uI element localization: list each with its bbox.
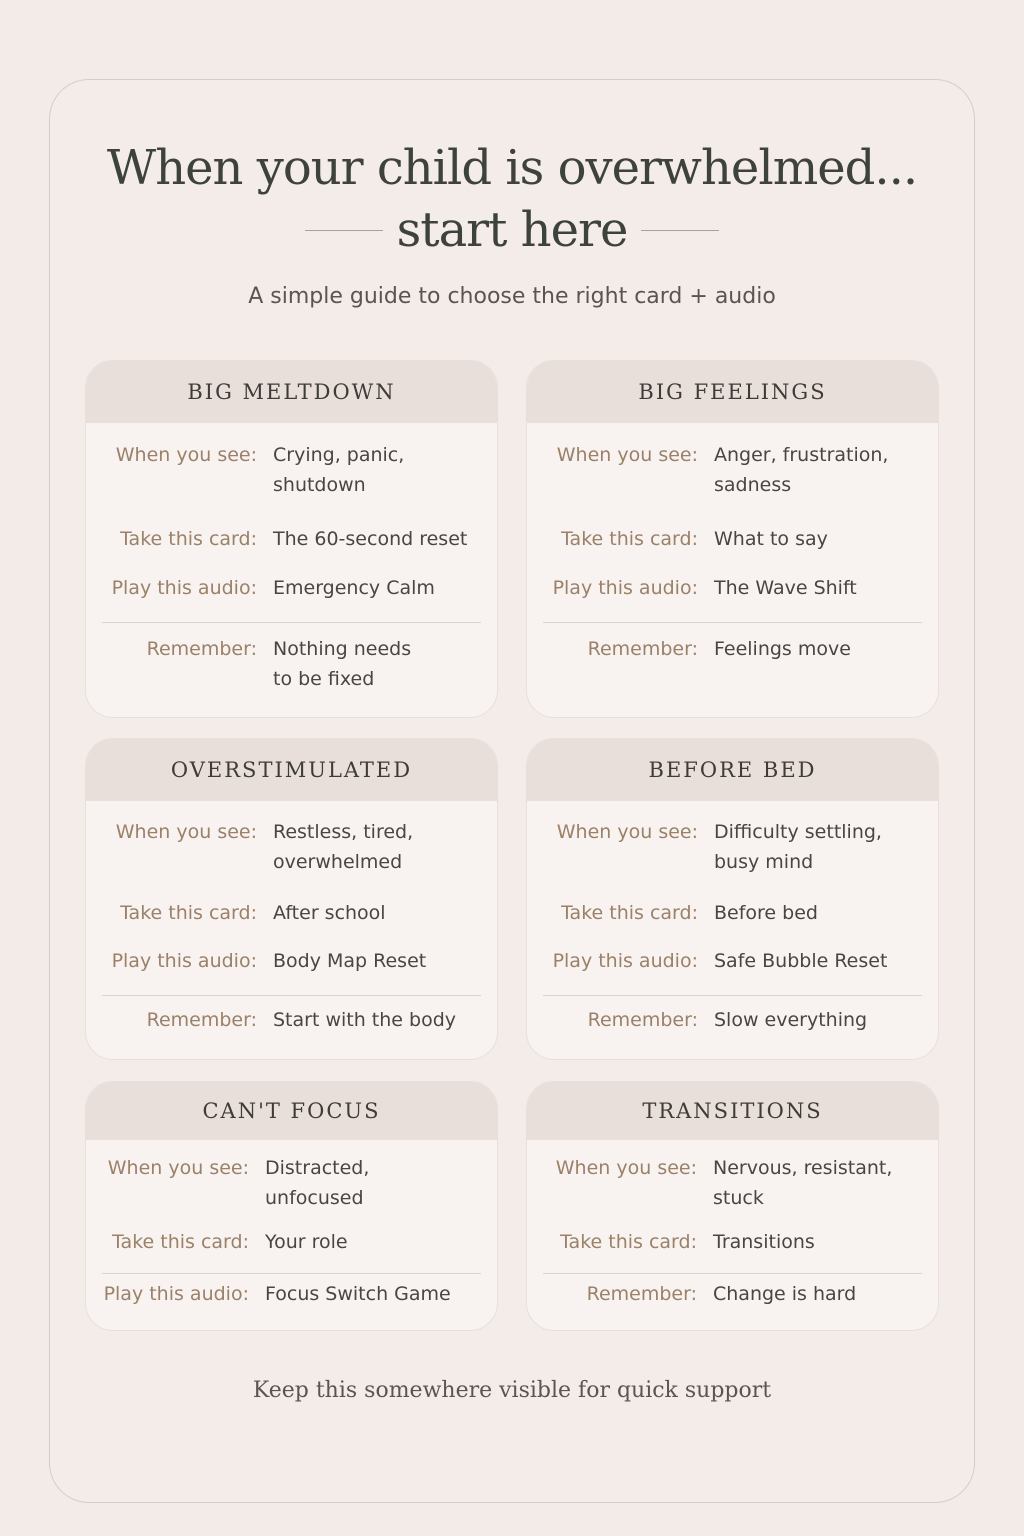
row-take-this-card (86, 1227, 497, 1257)
row-take-this-card (527, 524, 938, 554)
value-take-this-card: What to say (714, 528, 828, 550)
card-big-meltdown (85, 360, 498, 718)
label-remember: Remember: (146, 638, 257, 660)
row-play-this-audio (86, 1279, 497, 1309)
row-play-this-audio (86, 573, 497, 603)
value-play-this-audio: Focus Switch Game (265, 1283, 451, 1305)
value-remember: Nothing needs to be fixed (273, 638, 412, 690)
label-play-this-audio: Play this audio: (111, 577, 257, 599)
row-remember (86, 1005, 497, 1035)
row-take-this-card (527, 1227, 938, 1257)
row-when-you-see (527, 1153, 938, 1213)
card-title: CAN'T FOCUS (86, 1082, 497, 1140)
card-divider (102, 1273, 481, 1274)
card-title: BIG MELTDOWN (86, 361, 497, 423)
title-rule-right (641, 230, 719, 231)
row-when-you-see (527, 817, 938, 877)
footer-note: Keep this somewhere visible for quick support (252, 1378, 772, 1403)
label-remember: Remember: (587, 1009, 698, 1031)
label-play-this-audio: Play this audio: (111, 950, 257, 972)
value-play-this-audio: Emergency Calm (273, 577, 435, 599)
label-play-this-audio: Play this audio: (552, 577, 698, 599)
value-take-this-card: The 60-second reset (273, 528, 468, 550)
card-divider (543, 622, 922, 623)
label-take-this-card: Take this card: (560, 1231, 697, 1253)
row-when-you-see (86, 817, 497, 877)
label-when-you-see: When you see: (115, 444, 257, 466)
row-remember (527, 1005, 938, 1035)
row-when-you-see (527, 440, 938, 500)
label-play-this-audio: Play this audio: (552, 950, 698, 972)
card-cant-focus (85, 1081, 498, 1331)
label-when-you-see: When you see: (107, 1157, 249, 1179)
label-remember: Remember: (146, 1009, 257, 1031)
card-title: BEFORE BED (527, 739, 938, 801)
row-remember (527, 634, 938, 664)
title-row (0, 202, 1024, 258)
value-remember: Change is hard (713, 1283, 857, 1305)
value-when-you-see: Nervous, resistant, stuck (713, 1157, 893, 1209)
title-rule-left (305, 230, 383, 231)
card-overstimulated (85, 738, 498, 1060)
label-remember: Remember: (587, 638, 698, 660)
value-play-this-audio: Safe Bubble Reset (714, 950, 888, 972)
card-big-feelings (526, 360, 939, 718)
card-divider (543, 995, 922, 996)
card-divider (543, 1273, 922, 1274)
page-title: When your child is overwhelmed... (106, 140, 918, 196)
row-when-you-see (86, 440, 497, 500)
card-divider (102, 995, 481, 996)
label-take-this-card: Take this card: (561, 902, 698, 924)
label-take-this-card: Take this card: (120, 902, 257, 924)
label-when-you-see: When you see: (115, 821, 257, 843)
label-when-you-see: When you see: (556, 821, 698, 843)
label-take-this-card: Take this card: (561, 528, 698, 550)
card-divider (102, 622, 481, 623)
page-title-line2: start here (396, 202, 628, 258)
value-when-you-see: Anger, frustration, sadness (714, 444, 889, 496)
card-title: TRANSITIONS (527, 1082, 938, 1140)
value-when-you-see: Restless, tired, overwhelmed (273, 821, 414, 873)
row-play-this-audio (527, 573, 938, 603)
row-remember (86, 634, 497, 694)
label-when-you-see: When you see: (556, 444, 698, 466)
value-take-this-card: Your role (265, 1231, 348, 1253)
row-remember (527, 1279, 938, 1309)
card-title: BIG FEELINGS (527, 361, 938, 423)
row-play-this-audio (527, 946, 938, 976)
value-remember: Slow everything (714, 1009, 868, 1031)
label-play-this-audio: Play this audio: (103, 1283, 249, 1305)
value-when-you-see: Crying, panic, shutdown (273, 444, 405, 496)
value-take-this-card: Transitions (713, 1231, 815, 1253)
label-remember: Remember: (586, 1283, 697, 1305)
value-take-this-card: Before bed (714, 902, 818, 924)
row-take-this-card (527, 898, 938, 928)
label-when-you-see: When you see: (555, 1157, 697, 1179)
value-take-this-card: After school (273, 902, 386, 924)
row-take-this-card (86, 524, 497, 554)
card-title: OVERSTIMULATED (86, 739, 497, 801)
value-play-this-audio: The Wave Shift (714, 577, 857, 599)
value-when-you-see: Distracted, unfocused (265, 1157, 370, 1209)
card-before-bed (526, 738, 939, 1060)
row-play-this-audio (86, 946, 497, 976)
label-take-this-card: Take this card: (120, 528, 257, 550)
page-subtitle: A simple guide to choose the right card + audio (248, 284, 776, 309)
value-remember: Start with the body (273, 1009, 457, 1031)
row-when-you-see (86, 1153, 497, 1213)
value-play-this-audio: Body Map Reset (273, 950, 427, 972)
label-take-this-card: Take this card: (112, 1231, 249, 1253)
value-when-you-see: Difficulty settling, busy mind (714, 821, 882, 873)
value-remember: Feelings move (714, 638, 851, 660)
card-transitions (526, 1081, 939, 1331)
row-take-this-card (86, 898, 497, 928)
